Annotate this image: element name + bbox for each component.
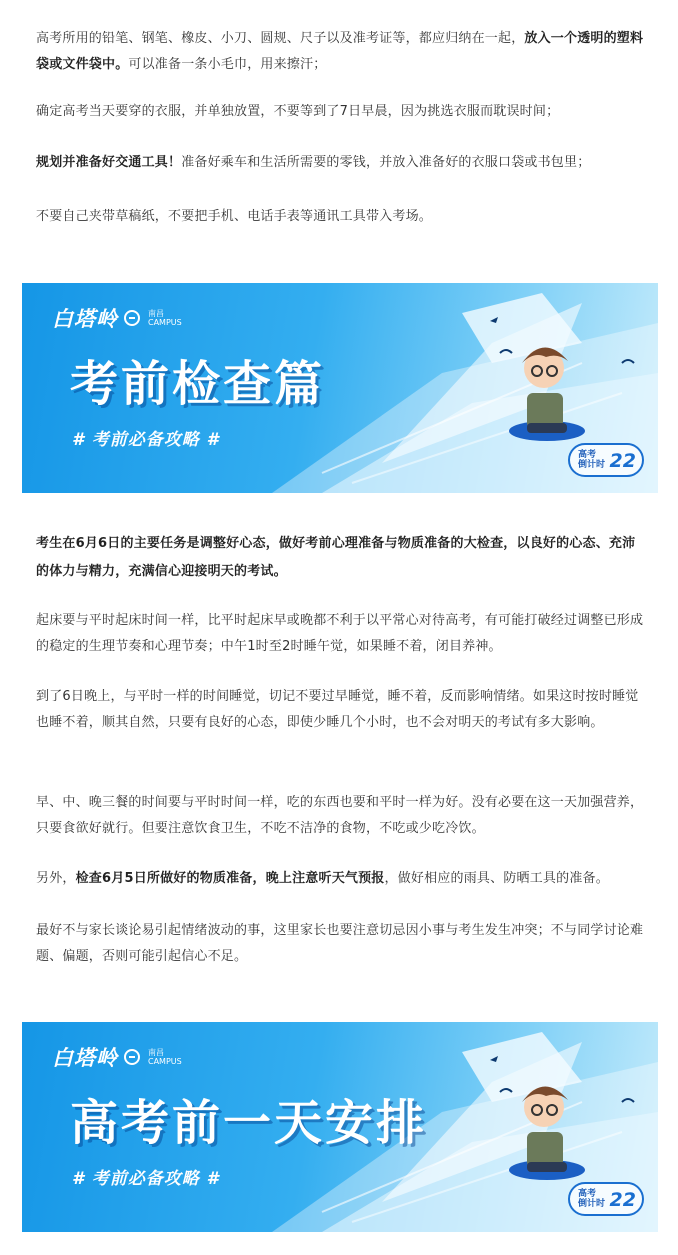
countdown-badge: 高考 倒计时 22 bbox=[568, 443, 644, 477]
brand-name: 白塔岭 bbox=[52, 1046, 118, 1070]
brand-subtitle: 南昌 CAMPUS bbox=[148, 309, 182, 327]
banner-day-before bbox=[22, 1022, 658, 1232]
banner-exam-check bbox=[22, 283, 658, 493]
brand-logo bbox=[52, 1042, 182, 1072]
paragraph-avoid-conflict: 最好不与家长谈论易引起情绪波动的事，这里家长也要注意切忌因小事与考生发生冲突；不与同学讨论难题、偏题，否则可能引起信心不足。 bbox=[36, 923, 644, 964]
paragraph-meals: 早、中、晚三餐的时间要与平时时间一样，吃的东西也要和平时一样为好。没有必要在这一天加强营养，只要食欲好就行。但要注意饮食卫生，不吃不洁净的食物，不吃或少吃冷饮。 bbox=[36, 795, 644, 836]
countdown-badge: 高考 倒计时 22 bbox=[568, 1182, 644, 1216]
paragraph-night-sleep: 到了6日晚上，与平时一样的时间睡觉，切记不要过早睡觉，睡不着，反而影响情绪。如果这时按时睡觉也睡不着，顺其自然，只要有良好的心态，即使少睡几个小时，也不会对明天的考试有多大影响。 bbox=[36, 689, 639, 730]
paragraph-check-materials: 另外，检查6月5日所做好的物质准备，晚上注意听天气预报，做好相应的雨具、防晒工具的准备。 bbox=[36, 871, 609, 886]
paragraph-transport: 规划并准备好交通工具！准备好乘车和生活所需要的零钱，并放入准备好的衣服口袋或书包里； bbox=[36, 155, 591, 170]
paragraph-clothes: 确定高考当天要穿的衣服，并单独放置，不要等到了7日早晨，因为挑选衣服而耽误时间； bbox=[36, 104, 560, 119]
paragraph-no-draft: 不要自己夹带草稿纸，不要把手机、电话手表等通讯工具带入考场。 bbox=[36, 209, 433, 224]
campus-logo-icon bbox=[124, 310, 140, 326]
paragraph-supplies: 高考所用的铅笔、钢笔、橡皮、小刀、圆规、尺子以及准考证等，都应归纳在一起，放入一个透明的塑料袋或文件袋中。可以准备一条小毛巾，用来擦汗； bbox=[36, 31, 644, 72]
banner-tag: # 考前必备攻略 # bbox=[72, 1169, 220, 1189]
banner-tag: # 考前必备攻略 # bbox=[72, 430, 220, 450]
paragraph-wake-time: 起床要与平时起床时间一样，比平时起床早或晚都不利于以平常心对待高考，有可能打破经过调整已形成的稳定的生理节奏和心理节奏；中午1时至2时睡午觉，如果睡不着，闭目养神。 bbox=[36, 613, 644, 654]
banner-title: 考前检查篇 bbox=[70, 356, 326, 412]
brand-logo bbox=[52, 303, 182, 333]
banner-title: 高考前一天安排 bbox=[70, 1095, 428, 1151]
brand-name: 白塔岭 bbox=[52, 307, 118, 331]
paragraph-main-task: 考生在6月6日的主要任务是调整好心态，做好考前心理准备与物质准备的大检查，以良好的心态、充沛的体力与精力，充满信心迎接明天的考试。 bbox=[36, 536, 636, 579]
brand-subtitle: 南昌 CAMPUS bbox=[148, 1048, 182, 1066]
campus-logo-icon bbox=[124, 1049, 140, 1065]
